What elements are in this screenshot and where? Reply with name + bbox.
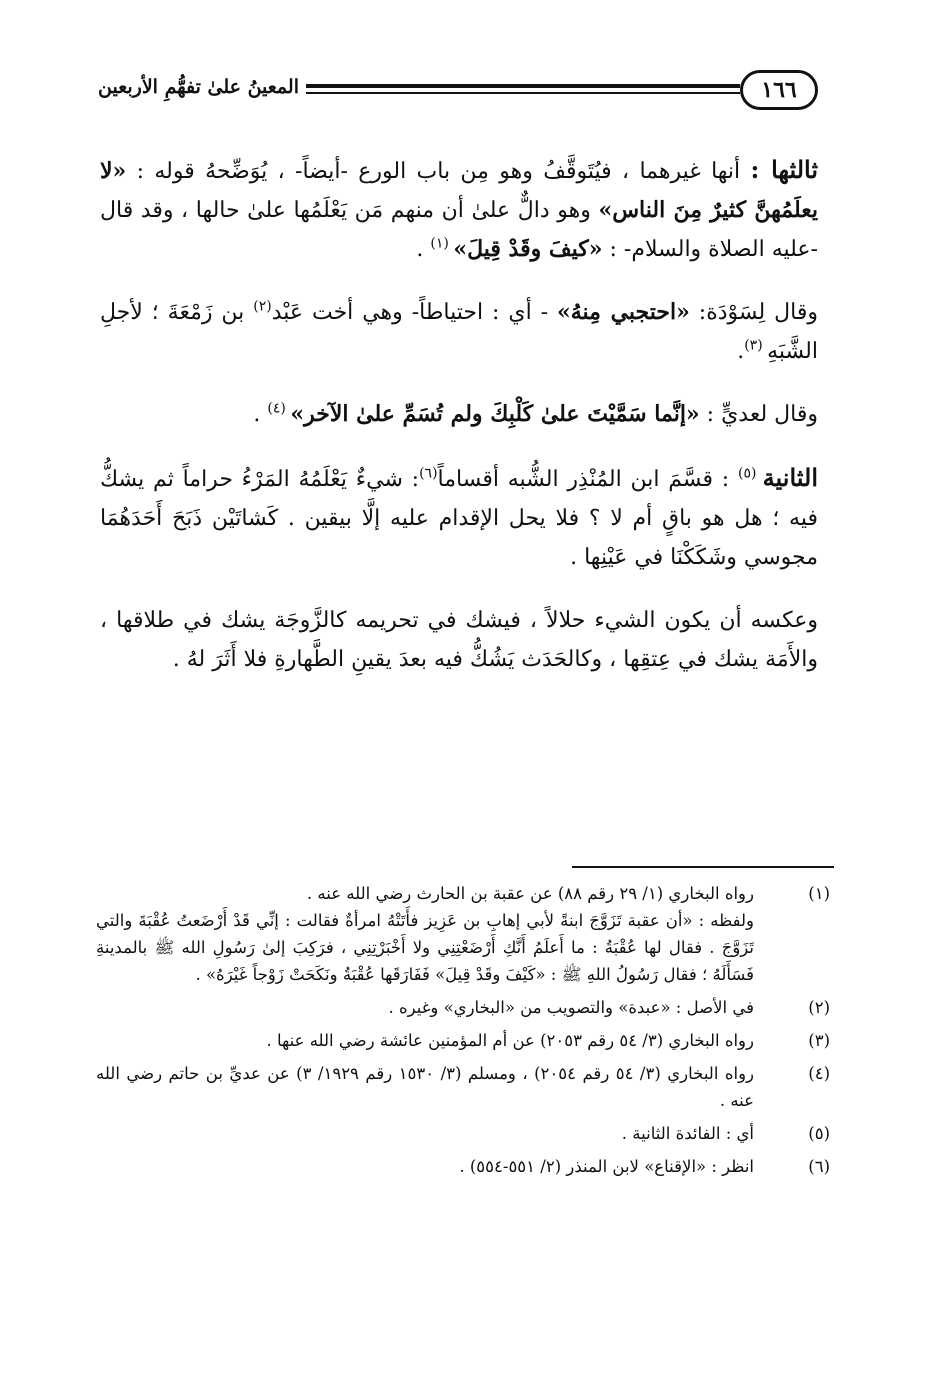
text-run: - أي : احتياطاً- وهي أخت عَبْد bbox=[271, 300, 557, 325]
footnote-ref: (١) bbox=[430, 235, 454, 252]
footnote-number: (٦) bbox=[808, 1157, 830, 1176]
text-run: : شيءٌ يَعْلَمُهُ المَرْءُ حراماً ثم يشكُّ فيه ؛ هل هو باقٍ أم لا ؟ فلا يحل الإقدام عليه إلَّا بيقين . كَشاتَيْن ذَبَحَ أَحَدَهُمَا مجوسي وشَكَكْنَا في عَيْنِها . bbox=[100, 467, 818, 570]
footnote-6 bbox=[96, 1153, 834, 1180]
paragraph-lead: الثانية bbox=[762, 463, 818, 492]
footnote-ref: (٢) bbox=[253, 298, 272, 315]
header-rule-thin bbox=[306, 92, 740, 94]
paragraph-4 bbox=[100, 458, 818, 577]
hadith-quote: «كيفَ وقَدْ قِيلَ» bbox=[453, 236, 603, 262]
footnote-body bbox=[96, 1027, 776, 1054]
page-header bbox=[96, 70, 818, 120]
footnote-body bbox=[96, 1153, 776, 1180]
hadith-quote: «إنَّما سَمَّيْتَ علىٰ كَلْبِكَ ولم تُسَمِّ علىٰ الآخر» bbox=[290, 401, 700, 427]
footnote-separator bbox=[572, 866, 834, 868]
footnote-line: رواه البخاري (٣/ ٥٤ رقم ٢٠٥٤) ، ومسلم (٣/ ١٥٣٠ رقم ١٩٢٩/ ٣) عن عديِّ بن حاتم رضي الله عنه . bbox=[96, 1064, 755, 1110]
text-run: أنها غيرهما ، فيُتَوقَّفُ وهو مِن باب الورع -أيضاً- ، يُوَضِّحهُ قوله : bbox=[136, 159, 751, 184]
text-run: وهو دالٌّ علىٰ أن منهم مَن يَعْلَمُها علىٰ حالها ، وقد قال -عليه الصلاة والسلام- : bbox=[100, 198, 818, 262]
footnote-line: رواه البخاري (٣/ ٥٤ رقم ٢٠٥٣) عن أم المؤمنين عائشة رضي الله عنها . bbox=[266, 1031, 754, 1050]
footnote-number: (١) bbox=[808, 884, 830, 903]
text-run: . bbox=[737, 339, 745, 364]
footnote-body bbox=[96, 880, 776, 988]
text-run: . bbox=[253, 402, 268, 427]
text-run: . bbox=[416, 237, 431, 262]
footnote-3 bbox=[96, 1027, 834, 1054]
paragraph-1 bbox=[100, 150, 818, 269]
footnote-line: ولفظه : «أن عقبة تَزَوَّجَ ابنةً لأبي إهابِ بن عَزِيز فأَتَتْهُ امرأةٌ فقالت : إنِّي قَدْ أَرْضَعتُ عُقْبَةَ والتي تَزَوَّجَ . فقال لها عُقْبَةُ : ما أَعلَمُ أَنَّكِ أَرْضَعْتِنِي ولا أَخْبَرْتِنِي ، فرَكِبَ إلىٰ رَسُولِ الله ﷺ بالمدينةِ فَسَأَلَهُ ؛ فقال رَسُولُ اللهِ ﷺ : «كَيْفَ وقَدْ قِيلَ» فَفَارَقَها عُقْبَةُ ونَكَحَتْ زَوْجاً غَيْرَهُ» . bbox=[96, 911, 754, 984]
footnote-line: في الأصل : «عبدة» والتصويب من «البخاري» وغيره . bbox=[388, 998, 754, 1017]
footnote-number: (٥) bbox=[808, 1124, 830, 1143]
footnote-ref: (٤) bbox=[267, 400, 291, 417]
header-rule-thick bbox=[306, 84, 740, 88]
footnote-1 bbox=[96, 880, 834, 988]
footnote-2 bbox=[96, 994, 834, 1021]
header-rule bbox=[306, 84, 740, 96]
footnote-line: رواه البخاري (١/ ٢٩ رقم ٨٨) عن عقبة بن الحارث رضي الله عنه . bbox=[306, 884, 754, 903]
footnote-ref: (٦) bbox=[419, 465, 438, 482]
running-title: المعينُ علىٰ تفهُّمِ الأربعين bbox=[98, 76, 299, 98]
footnote-number: (٣) bbox=[808, 1031, 830, 1050]
hadith-quote: «احتجبي مِنهُ» bbox=[557, 299, 690, 325]
footnote-body bbox=[96, 1120, 776, 1147]
text-run: بن زَمْعَةَ ؛ لأجلِ الشَّبَهِ bbox=[100, 300, 818, 364]
paragraph-3 bbox=[100, 395, 818, 434]
footnote-number: (٢) bbox=[808, 998, 830, 1017]
footnote-number: (٤) bbox=[808, 1064, 830, 1083]
text-run: وقال لِسَوْدَة: bbox=[689, 300, 818, 325]
footnote-body bbox=[96, 1060, 776, 1114]
hadith-quote: «لا يعلَمُهنَّ كثيرٌ مِنَ الناس» bbox=[100, 158, 818, 223]
main-text bbox=[100, 150, 818, 697]
page-number: ١٦٦ bbox=[740, 70, 818, 110]
footnote-line: انظر : «الإقناع» لابن المنذر (٢/ ٥٥١-٥٥٤) . bbox=[459, 1157, 754, 1176]
text-run: وقال لعديٍّ : bbox=[699, 402, 818, 427]
footnote-ref: (٣) bbox=[744, 337, 768, 354]
footnote-ref: (٥) bbox=[737, 465, 763, 482]
footnote-5 bbox=[96, 1120, 834, 1147]
footnotes bbox=[96, 880, 834, 1186]
text-run: وعكسه أن يكون الشيء حلالاً ، فيشك في تحريمه كالزَّوجَة يشك في طلاقها ، والأَمَة يشك في عِتقِها ، وكالحَدَث يَشُكُّ فيه بعدَ يقينِ الطَّهارةِ فلا أَثَرَ لهُ . bbox=[100, 608, 818, 672]
paragraph-2 bbox=[100, 293, 818, 371]
footnote-line: أي : الفائدة الثانية . bbox=[621, 1124, 754, 1143]
footnote-4 bbox=[96, 1060, 834, 1114]
paragraph-lead: ثالثها : bbox=[750, 155, 818, 184]
text-run: : قسَّمَ ابن المُنْذِر الشُّبه أقساماً bbox=[437, 467, 738, 492]
footnote-body bbox=[96, 994, 776, 1021]
paragraph-5 bbox=[100, 601, 818, 679]
